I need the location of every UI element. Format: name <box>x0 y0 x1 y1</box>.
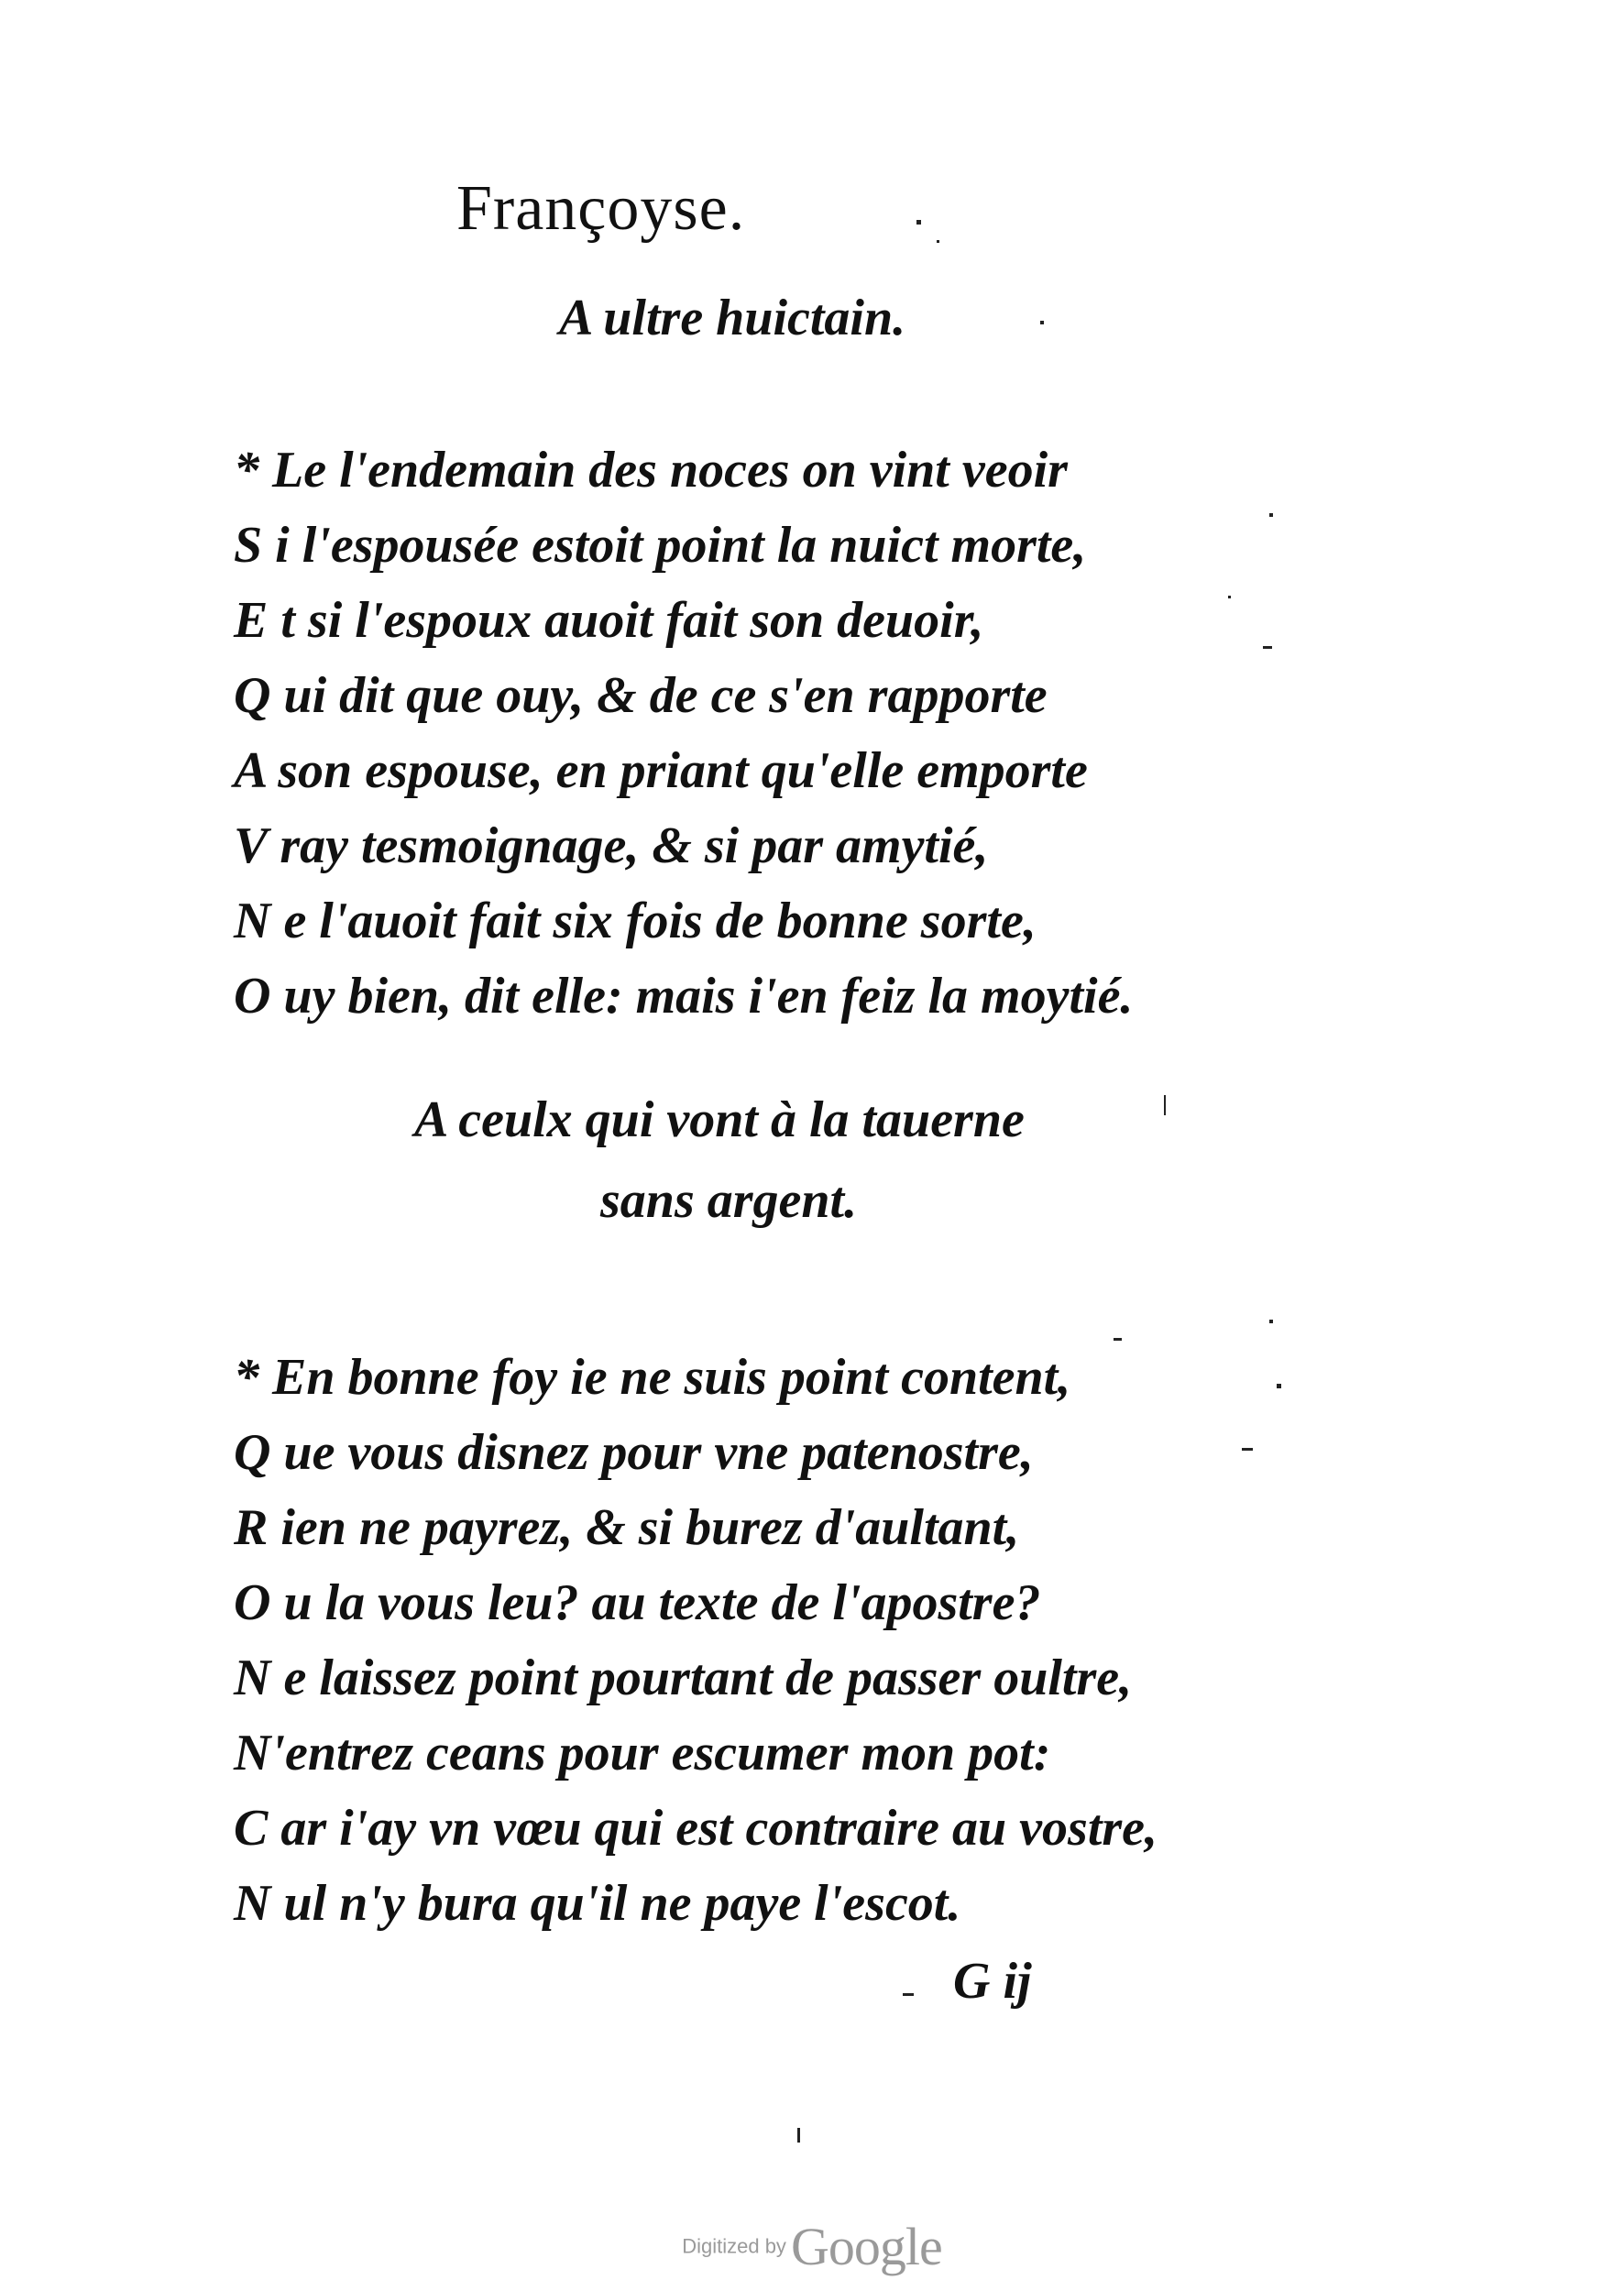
verse-line: O uy bien, dit elle: mais i'en feiz la moytié. <box>234 968 1134 1025</box>
scan-speck <box>797 2128 800 2143</box>
poem2-stanza <box>234 1340 1158 1941</box>
scan-speck <box>1277 1384 1281 1388</box>
running-title: Françoyse. <box>456 173 746 244</box>
verse-line: A son espouse, en priant qu'elle emporte <box>234 742 1088 799</box>
poem1-stanza <box>234 433 1133 1034</box>
scan-speck <box>1164 1095 1166 1115</box>
scan-speck <box>1263 646 1272 649</box>
scan-speck <box>1269 1320 1273 1323</box>
scan-speck <box>1269 513 1273 517</box>
scan-speck <box>1040 321 1044 324</box>
verse-line: Q ui dit que ouy, & de ce s'en rapporte <box>234 667 1048 724</box>
poem2-title-line1: A ceulx qui vont à la tauerne <box>414 1091 1025 1148</box>
scan-speck <box>1114 1338 1122 1341</box>
verse-line: Q ue vous disnez pour vne patenostre, <box>234 1424 1034 1481</box>
verse-line: N e laissez point pourtant de passer oultre, <box>234 1650 1133 1706</box>
scan-speck <box>916 220 921 225</box>
verse-line: O u la vous leu? au texte de l'apostre? <box>234 1574 1041 1631</box>
verse-line: C ar i'ay vn vœu qui est contraire au vostre, <box>234 1800 1158 1857</box>
digitized-by-text: Digitized by <box>682 2234 786 2258</box>
scan-speck <box>937 240 939 243</box>
digitization-watermark <box>0 2216 1624 2277</box>
poem1-title: A ultre huictain. <box>559 290 906 346</box>
google-logo: Google <box>791 2217 942 2276</box>
signature-mark: G ij <box>953 1953 1032 2010</box>
scan-speck <box>1242 1448 1253 1451</box>
verse-line: V ray tesmoignage, & si par amytié, <box>234 817 989 874</box>
verse-line: R ien ne payrez, & si burez d'aultant, <box>234 1499 1020 1556</box>
verse-line: E t si l'espoux auoit fait son deuoir, <box>234 592 984 649</box>
scan-speck <box>1228 596 1231 598</box>
verse-line: N ul n'y bura qu'il ne paye l'escot. <box>234 1875 961 1932</box>
verse-line: N'entrez ceans pour escumer mon pot: <box>234 1725 1051 1781</box>
verse-line: S i l'espousée estoit point la nuict morte, <box>234 517 1087 574</box>
verse-line: * En bonne foy ie ne suis point content, <box>234 1349 1071 1406</box>
poem2-title-line2: sans argent. <box>600 1172 858 1229</box>
verse-line: * Le l'endemain des noces on vint veoir <box>234 442 1068 499</box>
scan-speck <box>903 1993 914 1996</box>
verse-line: N e l'auoit fait six fois de bonne sorte, <box>234 893 1037 949</box>
